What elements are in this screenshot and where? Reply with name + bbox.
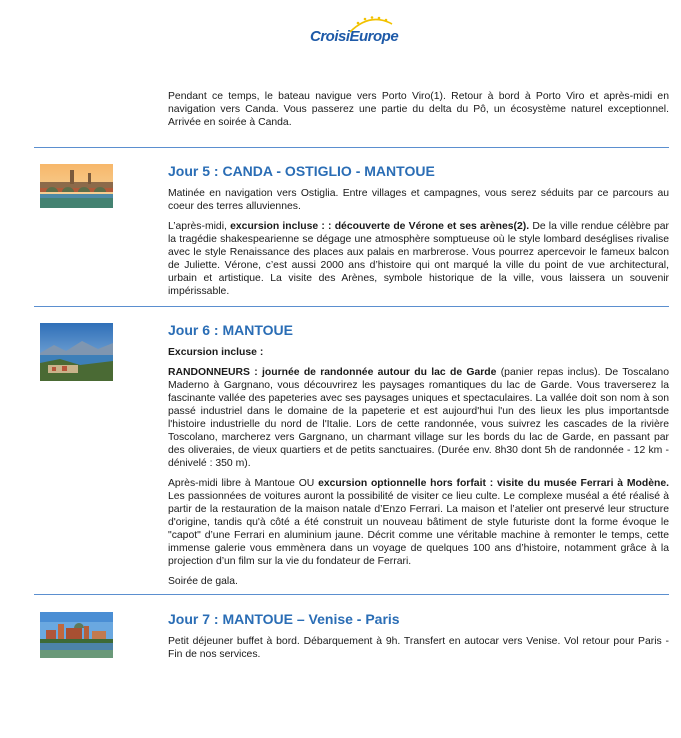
- day7-title: Jour 7 : MANTOUE – Venise - Paris: [168, 611, 400, 627]
- verona-bridge-photo: [40, 164, 113, 208]
- day6-section: [168, 322, 669, 595]
- day7-paragraph-1: Petit déjeuner buffet à bord. Débarquement à 9h. Transfert en autocar vers Venise. Vol retour pour Paris - Fin de nos services.: [168, 636, 669, 660]
- day6-hike-bold: RANDONNEURS : journée de randonnée autour du lac de Garde: [168, 367, 497, 378]
- day5-excursion-bold: excursion incluse : : découverte de Vérone et ses arènes(2).: [230, 221, 530, 232]
- section-divider: [34, 147, 669, 148]
- intro-paragraph: Pendant ce temps, le bateau navigue vers Porto Viro(1). Retour à bord à Porto Viro et après-midi en navigation vers Canda. Vous passerez une partie du delta du Pô, un écosystème naturel exceptionnel. Arrivée en soirée à Canda.: [168, 91, 669, 128]
- day7-section: [168, 611, 669, 668]
- section-divider: [34, 594, 669, 595]
- day6-p1-body: (panier repas inclus). De Toscalano Maderno à Gargnano, vous découvrirez les paysages romantiques du lac de Garde. Vous traverserez la fascinante vallée des papeteries avec ses paysages uniques et spectaculaires. La vallée doit son nom à son passé industriel dans le domaine de la papeterie et est aujourd'hui l'un des lieux les plus importantsde l'histoire industrielle du nord de l'Italie. Lors de cette randonnée, vous suivrez les cascades de la rivière Toscolano, marcherez vers Gargnano, un charmant village sur les bords du lac de Garde, en passant par des oliveraies, de vieux quartiers et de petits sanctuaires. (Durée env. 8h30 dont 5h de randonnée - 12 km - dénivelé : 350 m).: [168, 367, 669, 469]
- day6-paragraph-3: Soirée de gala.: [168, 576, 238, 587]
- logo-wordmark: CroisiEurope: [310, 28, 399, 45]
- day5-p2-body: De la ville rendue célèbre par la tragédie shakespearienne se dégage une atmosphère somptueuse où le style lombard deséglises rivalise avec le style Renaissance des places aux palais en marbrerose. Vous pourrez apercevoir le fameux balcon de Juliette. Vérone, c’est aussi 2000 ans d’histoire qui ont marqué la ville du point de vue architectural, urbain et artistique. La visite des Arènes, symbole historique de la ville, vous laissera un souvenir impérissable.: [168, 221, 670, 297]
- day5-paragraph-2: [168, 220, 669, 298]
- day5-title: Jour 5 : CANDA - OSTIGLIO - MANTOUE: [168, 163, 435, 179]
- lake-garda-photo: [40, 323, 113, 381]
- day6-ferrari-bold: excursion optionnelle hors forfait : visite du musée Ferrari à Modène.: [318, 478, 669, 489]
- day6-paragraph-2: [168, 477, 669, 568]
- day6-title: Jour 6 : MANTOUE: [168, 322, 293, 338]
- day6-paragraph-1: [168, 366, 669, 470]
- day5-section: [168, 163, 669, 305]
- mantua-skyline-photo: [40, 612, 113, 658]
- day5-p2-intro: L’après-midi,: [168, 221, 231, 232]
- section-divider: [34, 306, 669, 307]
- day6-p2-intro: Après-midi libre à Mantoue OU: [168, 478, 319, 489]
- croisieurope-logo: [310, 14, 400, 48]
- day5-paragraph-1: Matinée en navigation vers Ostiglia. Entre villages et campagnes, vous serez séduits par ce parcours au coeur des terres alluviennes.: [168, 188, 669, 212]
- day6-p2-body: Les passionnées de voitures auront la possibilité de visiter ce lieu culte. Le complexe muséal a été réalisé à partir de la restauration de la maison natale d’Enzo Ferrari. La maison et l’atelier ont preservé leur structure d'origine, tandis qu'à côté a été construit un nouveau bâtiment de style futuriste dont la forme évoque le "capot" d’une Ferrari en aluminium jaune. Décrit comme une véritable machine à remonter le temps, cette immense galerie vous emmènera dans un voyage de quelques 100 ans d’histoire, notamment grâce à la projection d’un film sur la vie du fondateur de Ferrari.: [168, 491, 669, 567]
- day6-excursion-label: Excursion incluse :: [168, 347, 264, 358]
